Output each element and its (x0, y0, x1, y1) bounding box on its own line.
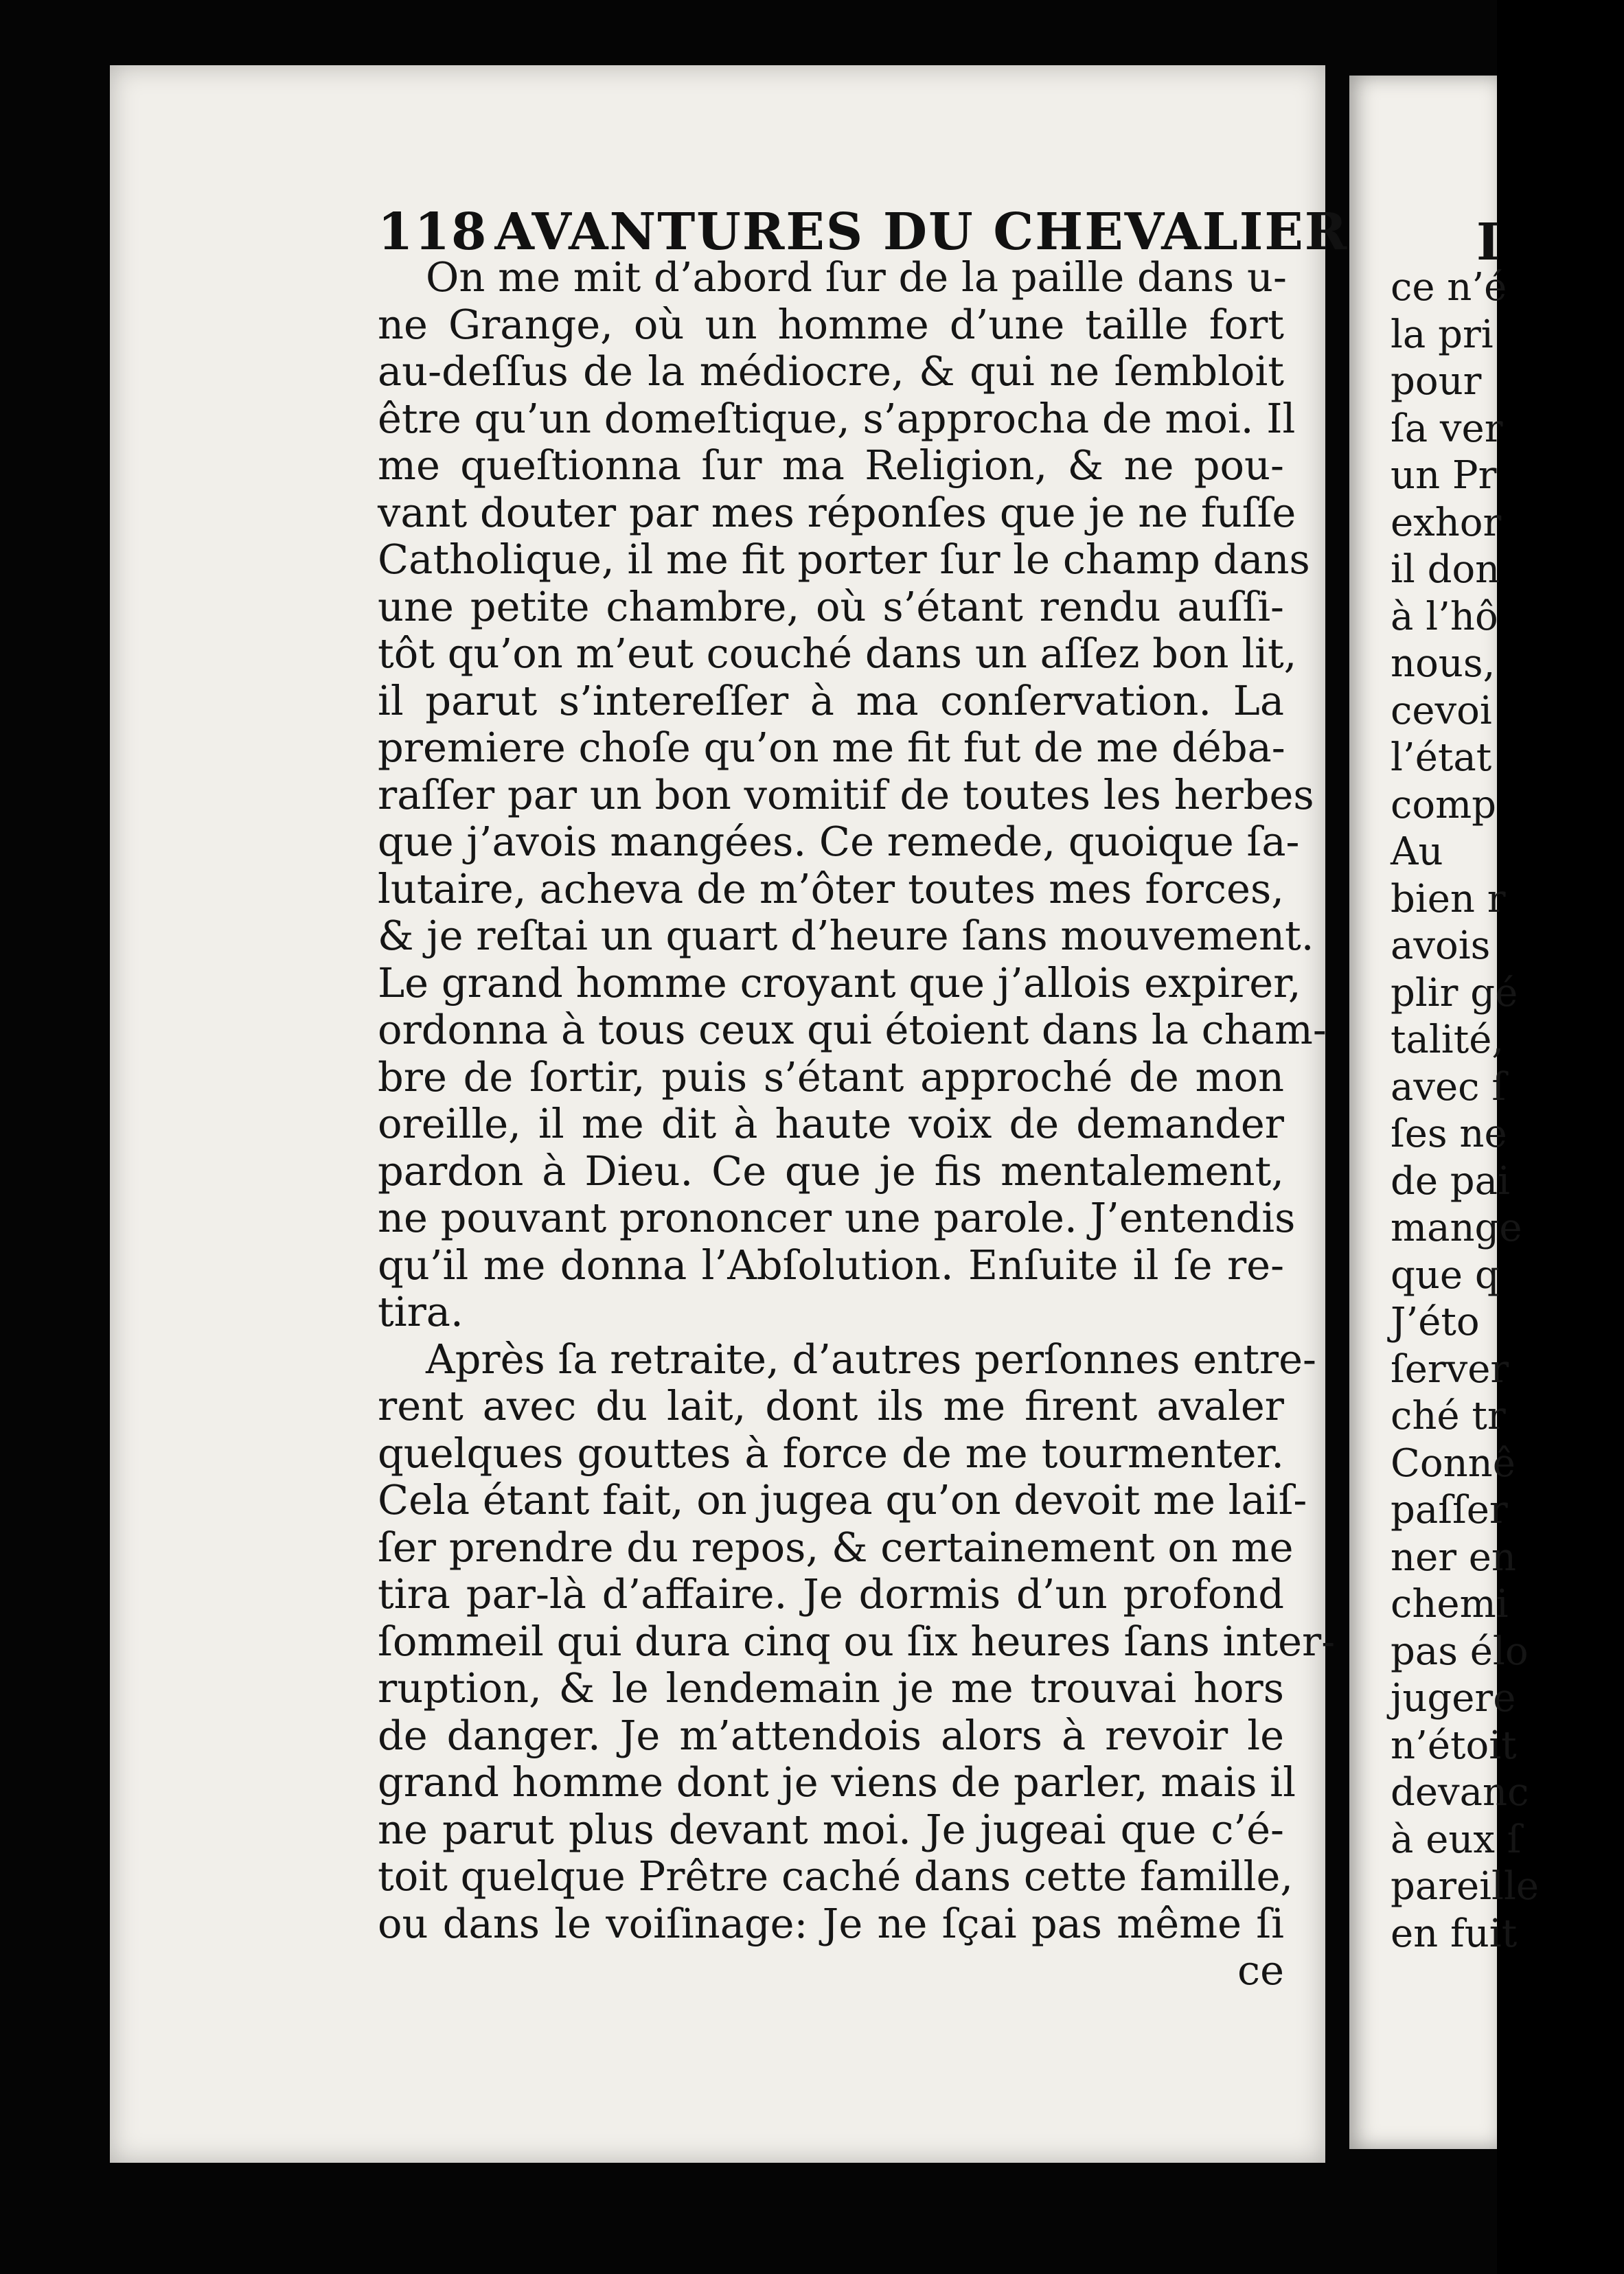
text-line: qu’il me donna l’Abſolution. Enſuite il ſe re- (378, 1241, 1284, 1289)
text-line-fragment: comp (1391, 782, 1497, 827)
text-line: tira. (378, 1288, 464, 1335)
text-line: me queſtionna ſur ma Religion, & ne pou- (378, 441, 1284, 489)
text-line: ne Grange, où un homme d’une taille fort (378, 300, 1284, 348)
text-line-fragment: un Pr (1391, 453, 1497, 498)
text-line-fragment: la pri (1391, 312, 1494, 357)
text-line: que j’avois mangées. Ce remede, quoique ſa- (378, 818, 1300, 865)
text-line: ſer prendre du repos, & certainement on me (378, 1523, 1294, 1571)
text-line-fragment: plir gé (1391, 970, 1518, 1015)
text-line-fragment: devanc (1391, 1770, 1529, 1815)
text-line: quelques gouttes à force de me tourmenter. (378, 1429, 1284, 1477)
text-line-fragment: nous, (1391, 641, 1496, 686)
text-line-fragment: chemi (1391, 1582, 1509, 1627)
text-line: tôt qu’on m’eut couché dans un aſſez bon lit, (378, 630, 1297, 677)
catchword: ce (1237, 1946, 1284, 1994)
text-line-fragment: jugere (1391, 1676, 1516, 1721)
text-line-fragment: Connê (1391, 1440, 1516, 1486)
text-line: une petite chambre, où s’étant rendu auſſi- (378, 582, 1284, 630)
text-line-fragment: l’état (1391, 735, 1492, 780)
text-line: ordonna à tous ceux qui étoient dans la cham- (378, 1006, 1327, 1053)
text-line-fragment: bien r (1391, 876, 1506, 921)
text-line-fragment: talité, (1391, 1018, 1505, 1062)
text-line-fragment: cevoi (1391, 688, 1492, 733)
text-line: Cela étant fait, on jugea qu’on devoit me laiſ- (378, 1476, 1307, 1524)
text-line-fragment: pas élo (1391, 1629, 1529, 1674)
text-line: grand homme dont je viens de parler, mais il (378, 1758, 1296, 1806)
text-line: il parut s’intereſſer à ma conſervation. La (378, 676, 1284, 724)
text-line-fragment: ſa ver (1391, 406, 1503, 451)
text-line: premiere choſe qu’on me fit fut de me déba- (378, 724, 1285, 771)
right-page-text (1349, 264, 1624, 1957)
left-page-text (378, 253, 1336, 1995)
text-line-fragment: mange (1391, 1206, 1522, 1250)
text-line-fragment: paſſer (1391, 1488, 1508, 1532)
text-line: oreille, il me dit à haute voix de demander (378, 1100, 1284, 1147)
text-line-fragment: Au (1391, 829, 1443, 874)
text-line: de danger. Je m’attendois alors à revoir le (378, 1711, 1284, 1759)
text-line: tira par-là d’affaire. Je dormis d’un profond (378, 1570, 1284, 1618)
text-line-fragment: en fuit (1391, 1911, 1518, 1956)
text-line: lutaire, acheva de m’ôter toutes mes forces, (378, 864, 1284, 912)
text-line: raſſer par un bon vomitif de toutes les herbes (378, 770, 1314, 818)
text-line-fragment: à eux ſ (1391, 1817, 1522, 1862)
text-line-fragment: ché tr (1391, 1394, 1506, 1438)
text-line-fragment: avec ſ (1391, 1064, 1507, 1110)
text-line: pardon à Dieu. Ce que je fis mentalement, (378, 1147, 1284, 1195)
text-line-fragment: avois (1391, 923, 1491, 968)
text-line-fragment: pour (1391, 359, 1482, 404)
text-line: rent avec du lait, dont ils me firent avaler (378, 1382, 1284, 1429)
text-line-fragment: de pai (1391, 1158, 1510, 1204)
text-line-fragment: il don (1391, 547, 1500, 592)
text-line: ou dans le voiſinage: Je ne ſçai pas même ſi (378, 1899, 1284, 1947)
text-line-fragment: J’éto (1391, 1300, 1480, 1344)
text-line-fragment: exhor (1391, 500, 1502, 545)
text-line: ſommeil qui dura cinq ou ſix heures ſans inter- (378, 1617, 1336, 1665)
text-line: Catholique, il me fit porter ſur le champ dans (378, 536, 1310, 583)
text-line: ne pouvant prononcer une parole. J’entendis (378, 1194, 1296, 1241)
text-line: ne parut plus devant moi. Je jugeai que c’é- (378, 1805, 1284, 1853)
page-number: 118 (378, 203, 488, 262)
text-line: On me mit d’abord ſur de la paille dans u- (426, 253, 1287, 301)
text-line-fragment: ner en (1391, 1535, 1516, 1580)
text-line-fragment: à l’hô (1391, 594, 1498, 639)
right-running-header-fragment: I (1476, 213, 1500, 272)
right-page-edge (1349, 76, 1540, 2149)
text-line: au-deſſus de la médiocre, & qui ne ſembloit (378, 347, 1284, 395)
text-line: Le grand homme croyant que j’allois expirer, (378, 958, 1301, 1007)
text-line: & je reſtai un quart d’heure ſans mouvement. (378, 912, 1314, 959)
text-line-fragment: n’étoit (1391, 1723, 1517, 1768)
text-line-fragment: que q (1391, 1252, 1500, 1298)
text-line-fragment: ſes ne (1391, 1112, 1507, 1156)
text-line: vant douter par mes réponſes que je ne fuſſe (378, 488, 1296, 536)
text-line: ruption, & le lendemain je me trouvai hors (378, 1664, 1284, 1712)
left-page (110, 65, 1349, 2163)
text-line: Après ſa retraite, d’autres perſonnes entre- (426, 1335, 1316, 1383)
text-line: être qu’un domeſtique, s’approcha de moi. Il (378, 394, 1296, 442)
text-line-fragment: pareille (1391, 1864, 1540, 1909)
text-line: toit quelque Prêtre caché dans cette famille, (378, 1852, 1294, 1900)
text-line-fragment: ſerver (1391, 1346, 1509, 1392)
text-line: bre de ſortir, puis s’étant approché de mon (378, 1053, 1284, 1101)
running-title: AVANTURES DU CHEVALIER (494, 203, 1349, 262)
text-line-fragment: ce n’é (1391, 265, 1507, 310)
